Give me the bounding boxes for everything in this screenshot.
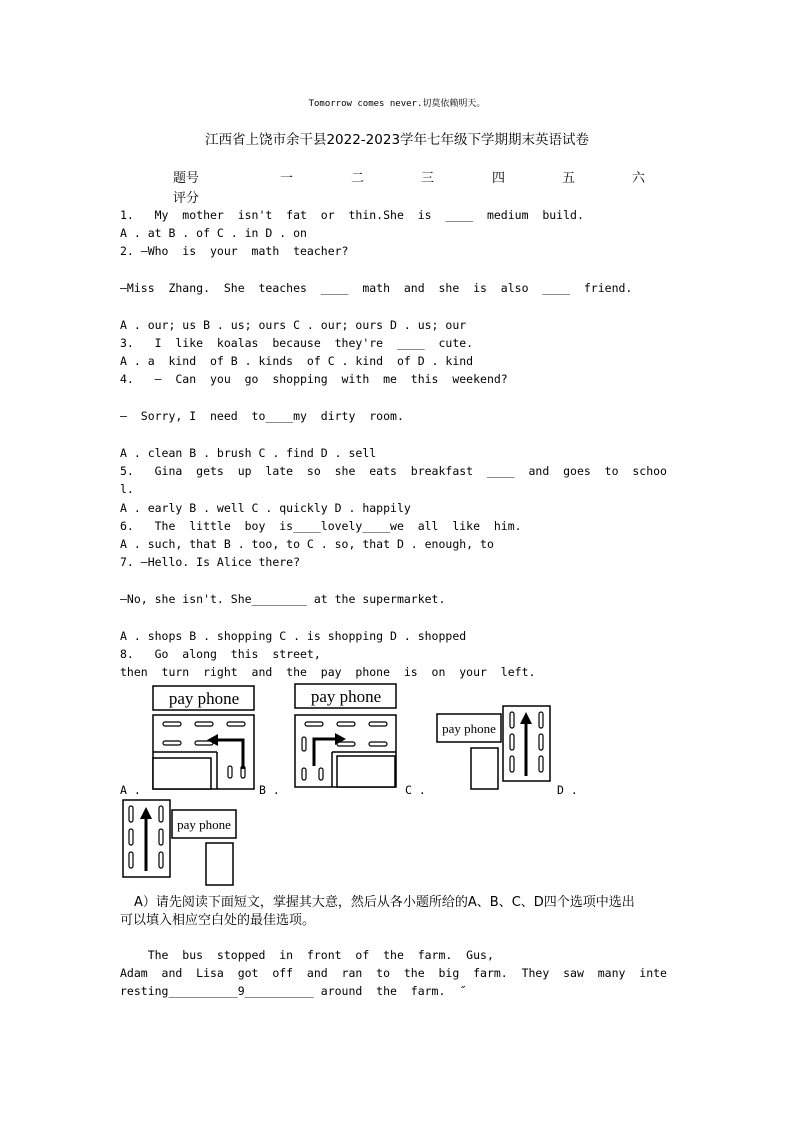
score-col-2: 二 (351, 171, 365, 186)
question-2: 2. —Who is your math teacher? (120, 244, 349, 258)
score-col-6: 六 (632, 171, 646, 186)
option-b-label: B . (259, 783, 280, 797)
score-col-4: 四 (492, 171, 506, 186)
pay-phone-sign: pay phone (442, 721, 496, 736)
option-a-label: A . (120, 783, 141, 797)
question-5: 5. Gina gets up late so she eats breakfast ____ and goes to schoo (120, 464, 667, 478)
question-2-dialog: —Miss Zhang. She teaches ____ math and she is also ____ friend. (120, 281, 633, 295)
map-option-b (292, 682, 400, 790)
passage-line-1: The bus stopped in front of the farm. Gus, (120, 948, 494, 962)
options-7: A . shops B . shopping C . is shopping D . shopped (120, 629, 467, 643)
map-option-d (120, 798, 245, 888)
score-row-label: 题号 (173, 171, 200, 186)
passage-line-3: resting__________9__________ around the farm. ˝ (120, 984, 467, 998)
question-3: 3. I like koalas because they're ____ cute. (120, 336, 474, 350)
pay-phone-sign: pay phone (168, 689, 240, 708)
section-a-instruction: A）请先阅读下面短文，掌握其大意，然后从各小题所给的A、B、C、D四个选项中选出 (134, 895, 635, 910)
score-col-1: 一 (280, 171, 294, 186)
map-option-c (435, 704, 555, 792)
question-5-cont: l. (120, 482, 134, 496)
score-row2-label: 评分 (173, 191, 200, 206)
question-6: 6. The little boy is____lovely____we all like him. (120, 519, 522, 533)
pay-phone-sign: pay phone (310, 687, 382, 706)
question-8-cont: then turn right and the pay phone is on your left. (120, 665, 536, 679)
question-4: 4. — Can you go shopping with me this weekend? (120, 372, 508, 386)
section-a-instruction-cont: 可以填入相应空白处的最佳选项。 (120, 913, 316, 928)
page-title: 江西省上饶市余干县2022-2023学年七年级下学期期末英语试卷 (204, 132, 590, 148)
question-8: 8. Go along this street, (120, 647, 321, 661)
options-2: A . our; us B . us; ours C . our; ours D . us; our (120, 318, 467, 332)
options-3: A . a kind of B . kinds of C . kind of D . kind (120, 354, 474, 368)
header-note: Tomorrow comes never.切莫依赖明天。 (308, 99, 486, 109)
options-6: A . such, that B . too, to C . so, that D . enough, to (120, 537, 494, 551)
passage-line-2: Adam and Lisa got off and ran to the big farm. They saw many inte (120, 966, 667, 980)
options-4: A . clean B . brush C . find D . sell (120, 446, 377, 460)
question-7-dialog: —No, she isn't. She________ at the supermarket. (120, 592, 446, 606)
options-1: A . at B . of C . in D . on (120, 226, 307, 240)
question-4-dialog: — Sorry, I need to____my dirty room. (120, 409, 404, 423)
question-1: 1. My mother isn't fat or thin.She is ____ medium build. (120, 208, 584, 222)
pay-phone-sign: pay phone (177, 817, 231, 832)
option-d-label: D . (557, 783, 578, 797)
score-col-5: 五 (562, 171, 576, 186)
options-5: A . early B . well C . quickly D . happily (120, 501, 411, 515)
map-option-a (150, 684, 258, 792)
option-c-label: C . (405, 783, 426, 797)
question-7: 7. —Hello. Is Alice there? (120, 555, 301, 569)
score-col-3: 三 (421, 171, 435, 186)
